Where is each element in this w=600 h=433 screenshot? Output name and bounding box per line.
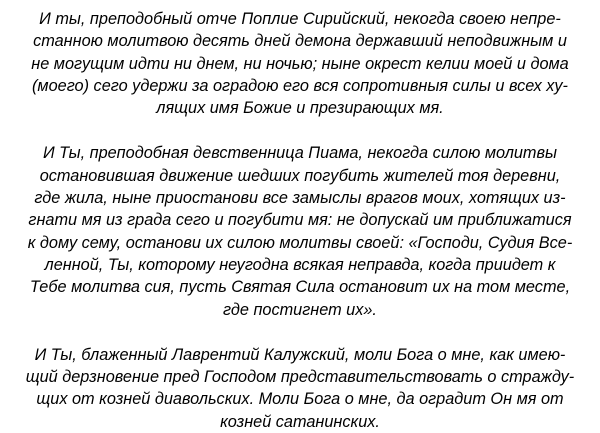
text-line: не могущим идти ни днем, ни ночью; ныне окрест келии моей и дома [31, 54, 569, 73]
text-line: (моего) сего удержи за оградою его вся сопротивныя силы и всех ху- [32, 76, 568, 95]
text-line: к дому сему, останови их силою молитвы своей: «Господи, Судия Все- [27, 233, 573, 252]
paragraph-piama [3, 142, 597, 320]
text-line: остановившая движение шедших погубить жителей тоя деревни, [39, 166, 561, 185]
text-line: И ты, преподобный отче Поплие Сирийский, некогда своею непре- [39, 10, 561, 28]
text-line: лящих имя Божие и презирающих мя. [156, 99, 444, 118]
text-line: щий дерзновение пред Господом представительствовать о стражду- [25, 368, 575, 387]
text-line: щих от козней диавольских. Моли Бога о мне, да оградит Он мя от [36, 390, 564, 409]
text-line: Тебе молитва сия, пусть Святая Сила остановит их на том месте, [29, 278, 571, 297]
text-line: гнати мя из града сего и погубити мя: не допускай им приближатися [28, 211, 572, 230]
text-line: где постигнет их». [223, 300, 377, 319]
text-line: козней сатанинских. [220, 412, 380, 431]
text-line: ленной, Ты, которому неугодна всякая неправда, когда приидет к [44, 255, 556, 274]
text-line: станною молитвою десять дней демона державший неподвижным и [33, 32, 567, 51]
paragraph-lavrenty [3, 344, 597, 433]
text-line: И Ты, преподобная девственница Пиама, некогда силою молитвы [43, 144, 557, 163]
text-line: И Ты, блаженный Лаврентий Калужский, моли Бога о мне, как имею- [34, 345, 566, 364]
text-line: где жила, ныне приостанови все замыслы врагов моих, хотящих из- [34, 189, 566, 208]
paragraph-poplius [3, 8, 597, 119]
